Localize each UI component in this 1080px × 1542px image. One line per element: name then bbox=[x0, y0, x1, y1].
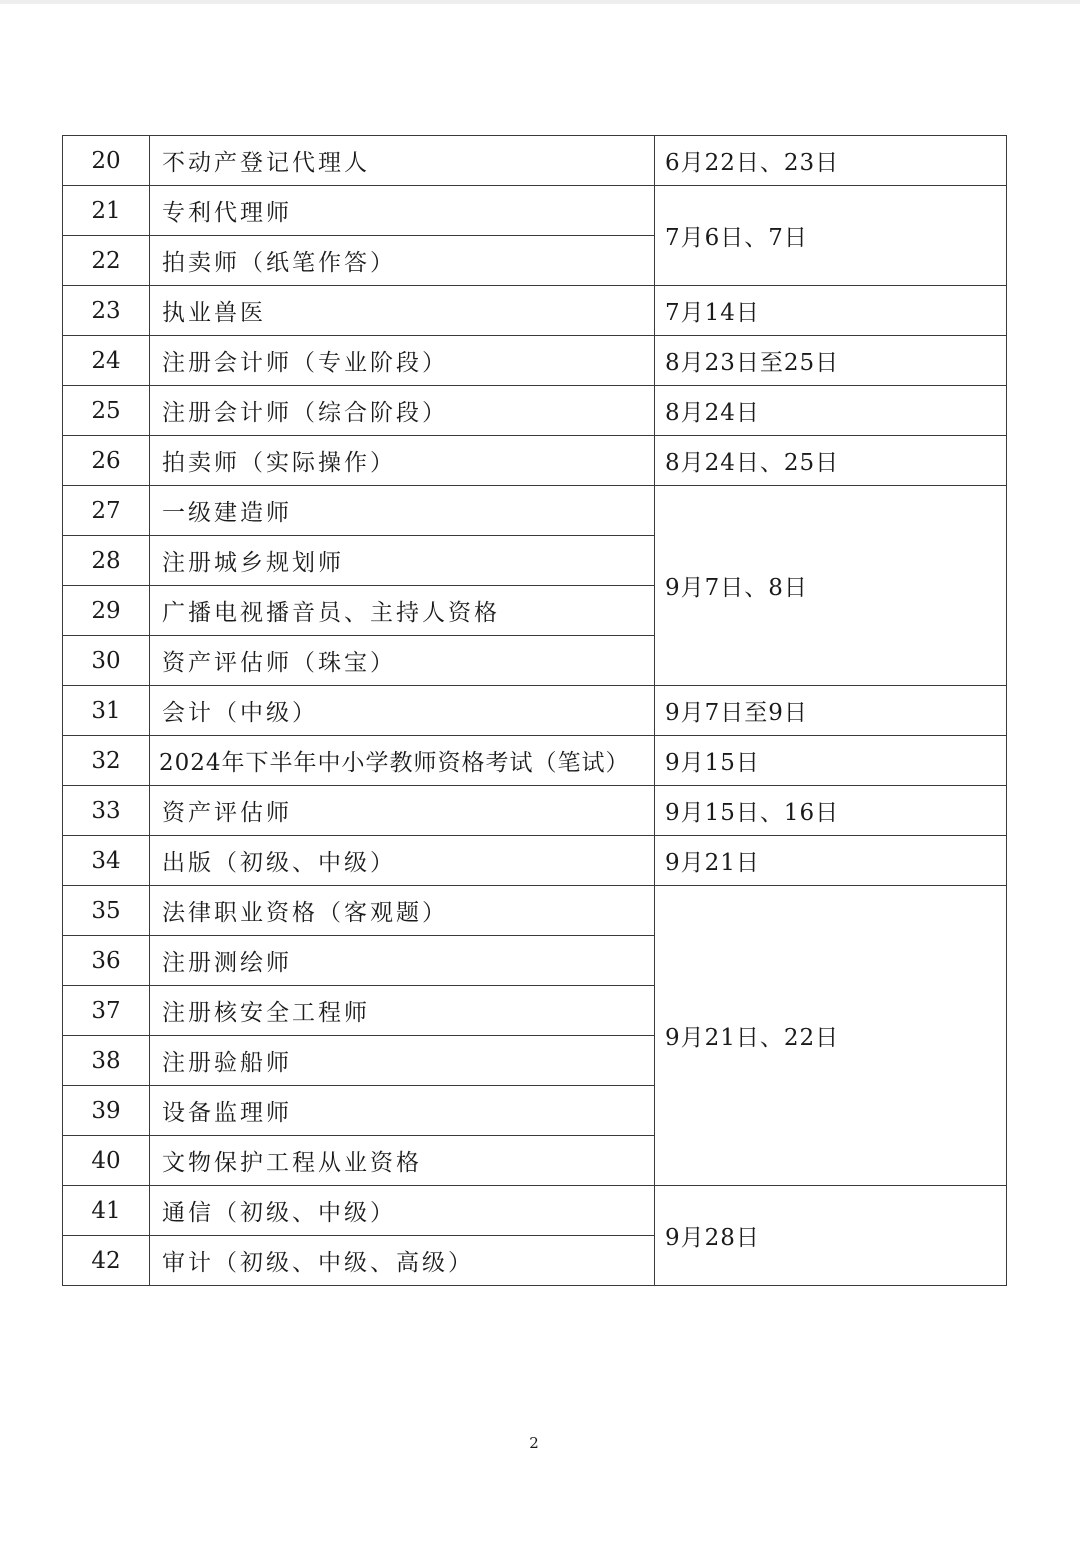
table-row bbox=[63, 436, 1007, 486]
exam-name-cell: 拍卖师（实际操作） bbox=[150, 436, 655, 486]
exam-name-cell: 文物保护工程从业资格 bbox=[150, 1136, 655, 1186]
exam-name-cell: 设备监理师 bbox=[150, 1086, 655, 1136]
exam-number-cell: 42 bbox=[63, 1236, 150, 1286]
exam-date-cell: 6月22日、23日 bbox=[655, 136, 1007, 186]
exam-number-cell: 22 bbox=[63, 236, 150, 286]
table-row bbox=[63, 136, 1007, 186]
exam-number-cell: 32 bbox=[63, 736, 150, 786]
exam-number-cell: 29 bbox=[63, 586, 150, 636]
exam-number-cell: 35 bbox=[63, 886, 150, 936]
exam-name-cell: 不动产登记代理人 bbox=[150, 136, 655, 186]
exam-schedule-table bbox=[62, 135, 1007, 1286]
exam-name-cell: 通信（初级、中级） bbox=[150, 1186, 655, 1236]
exam-name-cell: 注册会计师（专业阶段） bbox=[150, 336, 655, 386]
table-row bbox=[63, 686, 1007, 736]
exam-date-cell: 9月21日、22日 bbox=[655, 886, 1007, 1186]
exam-name-cell: 一级建造师 bbox=[150, 486, 655, 536]
exam-number-cell: 31 bbox=[63, 686, 150, 736]
exam-number-cell: 41 bbox=[63, 1186, 150, 1236]
table-row bbox=[63, 336, 1007, 386]
exam-number-cell: 39 bbox=[63, 1086, 150, 1136]
exam-number-cell: 24 bbox=[63, 336, 150, 386]
exam-date-cell: 8月23日至25日 bbox=[655, 336, 1007, 386]
table-row bbox=[63, 1186, 1007, 1236]
exam-number-cell: 38 bbox=[63, 1036, 150, 1086]
page-number: 2 bbox=[529, 1434, 539, 1452]
exam-name-cell: 专利代理师 bbox=[150, 186, 655, 236]
exam-date-cell: 9月7日、8日 bbox=[655, 486, 1007, 686]
exam-name-cell: 注册核安全工程师 bbox=[150, 986, 655, 1036]
exam-name-cell: 审计（初级、中级、高级） bbox=[150, 1236, 655, 1286]
exam-number-cell: 37 bbox=[63, 986, 150, 1036]
exam-number-cell: 23 bbox=[63, 286, 150, 336]
exam-date-cell: 7月14日 bbox=[655, 286, 1007, 336]
exam-name-cell: 资产评估师（珠宝） bbox=[150, 636, 655, 686]
table-row bbox=[63, 386, 1007, 436]
table-row bbox=[63, 786, 1007, 836]
exam-number-cell: 26 bbox=[63, 436, 150, 486]
exam-number-cell: 30 bbox=[63, 636, 150, 686]
exam-number-cell: 20 bbox=[63, 136, 150, 186]
exam-name-cell: 注册城乡规划师 bbox=[150, 536, 655, 586]
table-row bbox=[63, 736, 1007, 786]
table-row bbox=[63, 486, 1007, 536]
exam-number-cell: 40 bbox=[63, 1136, 150, 1186]
exam-name-cell: 注册会计师（综合阶段） bbox=[150, 386, 655, 436]
exam-name-cell: 执业兽医 bbox=[150, 286, 655, 336]
exam-name-cell: 出版（初级、中级） bbox=[150, 836, 655, 886]
exam-name-cell: 拍卖师（纸笔作答） bbox=[150, 236, 655, 286]
exam-name-cell: 广播电视播音员、主持人资格 bbox=[150, 586, 655, 636]
exam-date-cell: 8月24日、25日 bbox=[655, 436, 1007, 486]
exam-name-cell: 注册测绘师 bbox=[150, 936, 655, 986]
exam-date-cell: 9月15日 bbox=[655, 736, 1007, 786]
page-top-edge bbox=[0, 0, 1080, 4]
exam-number-cell: 36 bbox=[63, 936, 150, 986]
table-row bbox=[63, 836, 1007, 886]
exam-date-cell: 9月28日 bbox=[655, 1186, 1007, 1286]
exam-name-cell: 法律职业资格（客观题） bbox=[150, 886, 655, 936]
exam-number-cell: 25 bbox=[63, 386, 150, 436]
exam-number-cell: 33 bbox=[63, 786, 150, 836]
exam-schedule-body bbox=[63, 136, 1007, 1286]
exam-number-cell: 34 bbox=[63, 836, 150, 886]
exam-name-cell: 资产评估师 bbox=[150, 786, 655, 836]
exam-name-cell: 注册验船师 bbox=[150, 1036, 655, 1086]
exam-date-cell: 7月6日、7日 bbox=[655, 186, 1007, 286]
exam-number-cell: 28 bbox=[63, 536, 150, 586]
exam-number-cell: 21 bbox=[63, 186, 150, 236]
table-row bbox=[63, 186, 1007, 236]
exam-date-cell: 9月7日至9日 bbox=[655, 686, 1007, 736]
exam-name-cell: 2024年下半年中小学教师资格考试（笔试） bbox=[150, 736, 655, 786]
exam-number-cell: 27 bbox=[63, 486, 150, 536]
exam-date-cell: 9月21日 bbox=[655, 836, 1007, 886]
exam-date-cell: 8月24日 bbox=[655, 386, 1007, 436]
exam-date-cell: 9月15日、16日 bbox=[655, 786, 1007, 836]
table-row bbox=[63, 286, 1007, 336]
exam-name-cell: 会计（中级） bbox=[150, 686, 655, 736]
table-row bbox=[63, 886, 1007, 936]
